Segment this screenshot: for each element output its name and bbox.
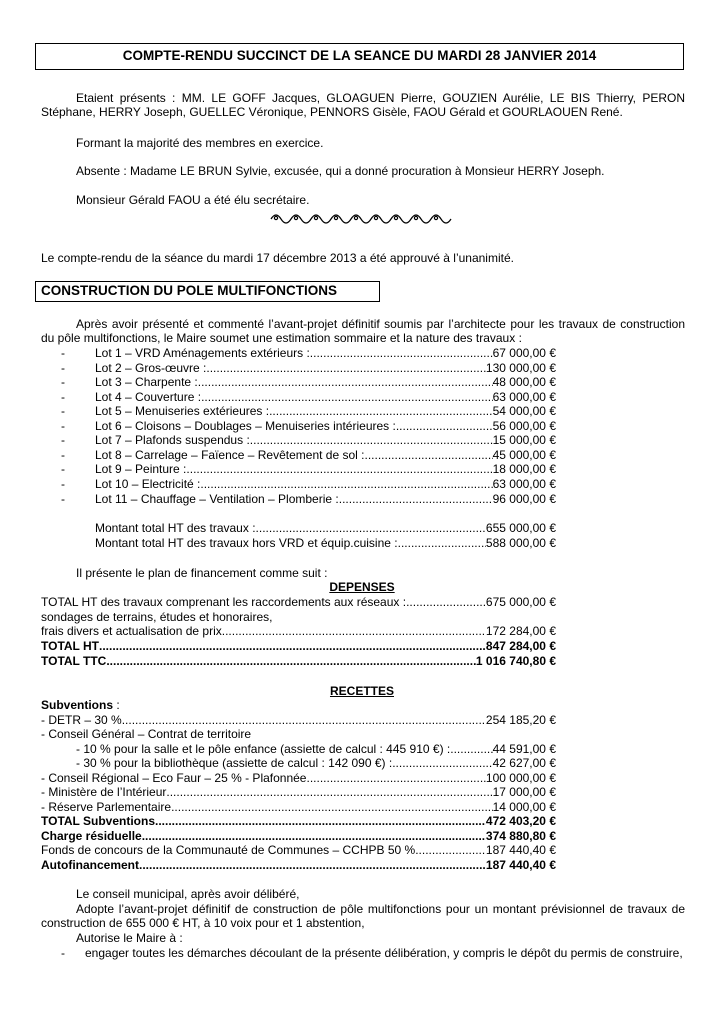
conclusion-line-4: engager toutes les démarches découlant de la présente délibération, y compris le dépôt du permis de construire,: [85, 946, 683, 960]
ornament-icon: [267, 211, 457, 225]
lot-label: Lot 10 – Electricité :: [95, 476, 201, 491]
lot-amount: 67 000,00 €: [492, 346, 556, 360]
total-ht-amount: 655 000,00 €: [485, 521, 556, 535]
total-hors-label: Montant total HT des travaux hors VRD et équip.cuisine :: [95, 536, 398, 550]
lot-label: Lot 2 – Gros-œuvre :: [95, 360, 207, 375]
lot-label: Lot 1 – VRD Aménagements extérieurs :: [95, 346, 310, 360]
depenses-row-2-line1: sondages de terrains, études et honoraires,: [41, 610, 273, 624]
recettes-reserve: - Réserve Parlementaire ..... 14 000,00 €: [41, 800, 556, 814]
page-title: COMPTE-RENDU SUCCINCT DE LA SEANCE DU MARDI 28 JANVIER 2014: [35, 43, 684, 70]
recettes-cg-1: - 10 % pour la salle et le pôle enfance (assiette de calcul : 445 910 €) : ..... 44 591,00 €: [76, 742, 556, 756]
lot-amount: 45 000,00 €: [492, 447, 556, 462]
ornament-divider: [0, 211, 724, 228]
conclusion-line-1: Le conseil municipal, après avoir délibéré,: [76, 887, 300, 901]
lot-dash: -: [61, 462, 65, 477]
lot-label: Lot 3 – Charpente :: [95, 375, 198, 390]
conclusion-line-3: Autorise le Maire à :: [76, 931, 183, 945]
lot-leader-dots: [201, 390, 493, 404]
recettes-autofinancement: Autofinancement ..... 187 440,40 €: [41, 858, 556, 872]
lot-amount: 18 000,00 €: [492, 462, 556, 477]
lot-leader-dots: [396, 419, 493, 433]
lot-dash: -: [61, 360, 65, 375]
recettes-charge-residuelle: Charge résiduelle ..... 374 880,80 €: [41, 829, 556, 843]
lot-leader-dots: [200, 477, 492, 491]
lot-row: [41, 361, 556, 375]
lot-leader-dots: [339, 492, 493, 506]
lot-dash: -: [61, 346, 65, 360]
conclusion-line-2: Adopte l’avant-projet définitif de construction de pôle multifonctions pour un montant prévisionnel de travaux de construction de 655 000 € HT, à 10 voix pour et 1 abstention,: [41, 902, 685, 931]
approbation-paragraph: Le compte-rendu de la séance du mardi 17 décembre 2013 a été approuvé à l’unanimité.: [41, 251, 514, 265]
lot-label: Lot 7 – Plafonds suspendus :: [95, 433, 250, 448]
lot-leader-dots: [310, 346, 493, 360]
secretaire-paragraph: Monsieur Gérald FAOU a été élu secrétaire.: [76, 193, 310, 207]
depenses-total-ht: TOTAL HT ..... 847 284,00 €: [41, 639, 556, 653]
lot-dash: -: [61, 433, 65, 448]
lot-row: [41, 433, 556, 447]
lot-label: Lot 6 – Cloisons – Doublages – Menuiseries intérieures :: [95, 418, 396, 433]
lot-dash: -: [61, 491, 65, 506]
lot-dash: -: [61, 389, 65, 404]
subventions-heading: Subventions :: [41, 698, 120, 712]
recettes-detr: - DETR – 30 % ..... 254 185,20 €: [41, 713, 556, 727]
lot-dash: -: [61, 418, 65, 433]
lot-leader-dots: [365, 448, 493, 462]
lot-amount: 15 000,00 €: [492, 433, 556, 448]
lot-row: [41, 462, 556, 476]
depenses-heading: DEPENSES: [329, 580, 395, 594]
total-hors-amount: 588 000,00 €: [485, 536, 556, 550]
lot-leader-dots: [269, 404, 493, 418]
presents-text: MM. LE GOFF Jacques, GLOAGUEN Pierre, GOUZIEN Aurélie, LE BIS Thierry, PERON Stéphane, HERRY Joseph, GUELLEC Véronique, PENNORS Gisèle, FAOU Gérald et GOURLAOUEN René.: [41, 91, 686, 120]
lot-dash: -: [61, 375, 65, 390]
lot-amount: 54 000,00 €: [492, 404, 556, 419]
lot-leader-dots: [186, 462, 492, 476]
lot-amount: 56 000,00 €: [492, 418, 556, 433]
lot-row: [41, 375, 556, 389]
lot-leader-dots: [206, 361, 486, 375]
plan-intro: Il présente le plan de financement comme suit :: [76, 566, 328, 580]
total-ht-row: [41, 521, 556, 535]
lot-row: [41, 448, 556, 462]
presents-label: Etaient présents :: [76, 91, 176, 105]
section-intro: Après avoir présenté et commenté l’avant-projet définitif soumis par l’architecte pour les travaux de construction du pôle multifonctions, le Maire soumet une estimation sommaire et la nature des travaux :: [41, 317, 685, 346]
depenses-row-2: frais divers et actualisation de prix ..... 172 284,00 €: [41, 624, 556, 638]
lot-row: [41, 346, 556, 360]
recettes-total-subventions: TOTAL Subventions ..... 472 403,20 €: [41, 814, 556, 828]
lot-label: Lot 11 – Chauffage – Ventilation – Plomberie :: [95, 491, 339, 506]
recettes-fonds: Fonds de concours de la Communauté de Communes – CCHPB 50 % ..... 187 440,40 €: [41, 843, 556, 857]
section-title: CONSTRUCTION DU POLE MULTIFONCTIONS: [35, 281, 380, 302]
total-hors-row: [41, 536, 556, 550]
lot-amount: 96 000,00 €: [492, 491, 556, 506]
recettes-cg-2: - 30 % pour la bibliothèque (assiette de calcul : 142 090 €) : ..... 42 627,00 €: [76, 756, 556, 770]
recettes-cr: - Conseil Régional – Eco Faur – 25 % - Plafonnée ..... 100 000,00 €: [41, 771, 556, 785]
recettes-ministere: - Ministère de l’Intérieur ..... 17 000,00 €: [41, 785, 556, 799]
depenses-total-ttc: TOTAL TTC ..... 1 016 740,80 €: [41, 654, 556, 668]
lot-dash: -: [61, 447, 65, 462]
total-ht-label: Montant total HT des travaux :: [95, 521, 256, 535]
presents-paragraph: [41, 91, 685, 120]
conclusion-bullet: [41, 946, 685, 960]
lot-row: [41, 492, 556, 506]
lot-label: Lot 5 – Menuiseries extérieures :: [95, 404, 270, 419]
lot-row: [41, 419, 556, 433]
depenses-row-1: TOTAL HT des travaux comprenant les raccordements aux réseaux : ..... 675 000,00 €: [41, 595, 556, 609]
recettes-heading: RECETTES: [329, 684, 394, 698]
lot-dash: -: [61, 476, 65, 491]
recettes-cg: - Conseil Général – Contrat de territoire: [41, 727, 252, 741]
lot-row: [41, 390, 556, 404]
lot-leader-dots: [198, 375, 493, 389]
majorite-paragraph: Formant la majorité des membres en exercice.: [76, 136, 324, 150]
lot-leader-dots: [250, 433, 493, 447]
absente-paragraph: Absente : Madame LE BRUN Sylvie, excusée, qui a donné procuration à Monsieur HERRY Joseph.: [76, 164, 605, 178]
lot-amount: 130 000,00 €: [485, 360, 556, 375]
bullet-dash: -: [61, 946, 65, 960]
lot-row: [41, 477, 556, 491]
lot-dash: -: [61, 404, 65, 419]
lot-amount: 63 000,00 €: [492, 476, 556, 491]
lot-row: [41, 404, 556, 418]
lot-label: Lot 8 – Carrelage – Faïence – Revêtement de sol :: [95, 447, 365, 462]
lot-label: Lot 4 – Couverture :: [95, 389, 202, 404]
lot-amount: 48 000,00 €: [492, 375, 556, 390]
lot-label: Lot 9 – Peinture :: [95, 462, 187, 477]
lot-amount: 63 000,00 €: [492, 389, 556, 404]
